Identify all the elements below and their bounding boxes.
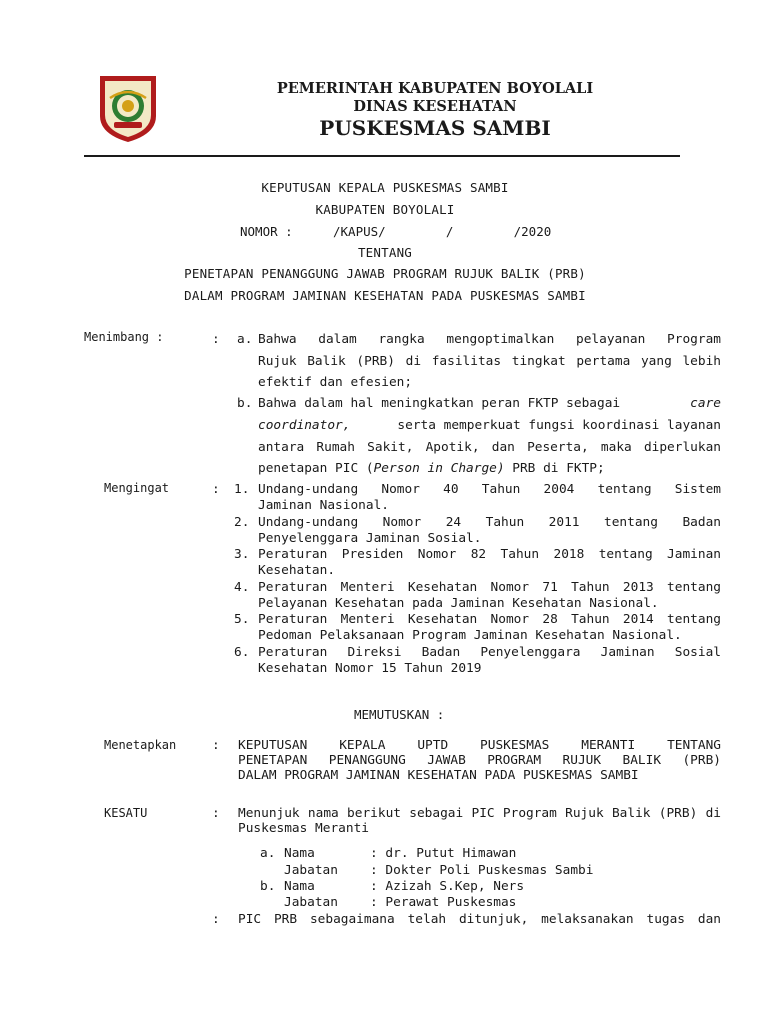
mengingat-5-number: 5.	[234, 612, 250, 627]
mengingat-3-line2: Kesehatan.	[258, 563, 336, 578]
menimbang-a-line3: efektif dan efesien;	[258, 375, 413, 390]
menetapkan-label: Menetapkan	[104, 738, 177, 752]
header-line3: PUSKESMAS SAMBI	[319, 116, 551, 140]
person-a-jabatan-value: : Dokter Poli Puskesmas Sambi	[370, 863, 594, 878]
menimbang-b-line4-italic: Person in Charge)	[373, 461, 505, 476]
person-a-jabatan-label: Jabatan	[284, 863, 338, 878]
mengingat-1-line2: Jaminan Nasional.	[258, 498, 389, 513]
menimbang-b-line1	[258, 396, 721, 412]
menimbang-b-line4-pre: penetapan PIC (	[258, 461, 374, 476]
menimbang-a-line1: Bahwa dalam rangka mengoptimalkan pelayanan Program	[258, 332, 721, 347]
mengingat-6-line2: Kesehatan Nomor 15 Tahun 2019	[258, 661, 482, 676]
menimbang-label: Menimbang :	[84, 330, 164, 344]
menimbang-b-line3: antara Rumah Sakit, Apotik, dan Peserta, maka diperlukan	[258, 440, 721, 455]
mengingat-5-line2: Pedoman Pelaksanaan Program Jaminan Kesehatan Nasional.	[258, 628, 682, 643]
menimbang-a-line2: Rujuk Balik (PRB) di fasilitas tingkat pertama yang lebih	[258, 354, 721, 369]
menimbang-b-line4-post: PRB di FKTP;	[504, 461, 605, 476]
kesatu-line2: Puskesmas Meranti	[238, 821, 369, 836]
person-b-nama-value: : Azizah S.Kep, Ners	[370, 879, 525, 894]
mengingat-4-line2: Pelayanan Kesehatan pada Jaminan Kesehatan Nasional.	[258, 596, 659, 611]
header-line2: DINAS KESEHATAN	[353, 98, 517, 115]
person-b-jabatan-value: : Perawat Puskesmas	[370, 895, 517, 910]
mengingat-6-line1: Peraturan Direksi Badan Penyelenggara Jaminan Sosial	[258, 645, 721, 660]
title-line2: KABUPATEN BOYOLALI	[315, 202, 455, 217]
logo	[96, 72, 160, 144]
person-a-marker: a.	[260, 846, 276, 861]
menimbang-b-line2-italic: coordinator,	[258, 418, 351, 433]
mengingat-label: Mengingat	[104, 481, 170, 495]
mengingat-4-line1: Peraturan Menteri Kesehatan Nomor 71 Tahun 2013 tentang	[258, 580, 721, 595]
mengingat-2-line1: Undang-undang Nomor 24 Tahun 2011 tentang Badan	[258, 515, 721, 530]
mengingat-1-line1: Undang-undang Nomor 40 Tahun 2004 tentang Sistem	[258, 482, 721, 497]
menimbang-b-line4	[258, 461, 605, 477]
header-divider	[84, 155, 680, 157]
kesatu-line1: Menunjuk nama berikut sebagai PIC Program Rujuk Balik (PRB) di	[238, 806, 721, 821]
mengingat-2-number: 2.	[234, 515, 250, 530]
mengingat-2-line2: Penyelenggara Jaminan Sosial.	[258, 531, 482, 546]
menimbang-b-line1-italic: care	[690, 396, 721, 411]
nomor-label: NOMOR :	[240, 224, 293, 239]
nomor-value: /KAPUS/ / /2020	[333, 224, 552, 239]
mengingat-6-number: 6.	[234, 645, 250, 660]
menimbang-colon: :	[212, 332, 220, 347]
title-subject1: PENETAPAN PENANGGUNG JAWAB PROGRAM RUJUK BALIK (PRB)	[184, 266, 586, 281]
person-b-marker: b.	[260, 879, 276, 894]
person-b-nama-label: Nama	[284, 879, 315, 894]
mengingat-colon: :	[212, 482, 220, 497]
menimbang-b-line2-text: serta memperkuat fungsi koordinasi layanan	[397, 418, 721, 433]
memutuskan-heading: MEMUTUSKAN :	[354, 707, 445, 722]
menimbang-b-line1-text: Bahwa dalam hal meningkatkan peran FKTP sebagai	[258, 396, 621, 411]
title-subject2: DALAM PROGRAM JAMINAN KESEHATAN PADA PUSKESMAS SAMBI	[184, 288, 586, 303]
mengingat-5-line1: Peraturan Menteri Kesehatan Nomor 28 Tahun 2014 tentang	[258, 612, 721, 627]
menimbang-a-marker: a.	[237, 332, 253, 347]
menetapkan-line3: DALAM PROGRAM JAMINAN KESEHATAN PADA PUSKESMAS SAMBI	[238, 768, 639, 783]
kesatu-colon: :	[212, 806, 220, 821]
menetapkan-line1: KEPUTUSAN KEPALA UPTD PUSKESMAS MERANTI TENTANG	[238, 738, 721, 753]
menetapkan-colon: :	[212, 738, 220, 753]
mengingat-4-number: 4.	[234, 580, 250, 595]
mengingat-3-number: 3.	[234, 547, 250, 562]
person-a-nama-label: Nama	[284, 846, 315, 861]
mengingat-1-number: 1.	[234, 482, 250, 497]
title-line1: KEPUTUSAN KEPALA PUSKESMAS SAMBI	[261, 180, 509, 195]
menetapkan-line2: PENETAPAN PENANGGUNG JAWAB PROGRAM RUJUK BALIK (PRB)	[238, 753, 721, 768]
kesatu-label: KESATU	[104, 806, 148, 820]
person-b-jabatan-label: Jabatan	[284, 895, 338, 910]
header-line1: PEMERINTAH KABUPATEN BOYOLALI	[276, 80, 594, 97]
kedua-colon: :	[212, 912, 220, 927]
boyolali-emblem-icon	[96, 72, 160, 144]
person-a-nama-value: : dr. Putut Himawan	[370, 846, 517, 861]
menimbang-b-line2	[258, 418, 721, 434]
kedua-line1: PIC PRB sebagaimana telah ditunjuk, melaksanakan tugas dan	[238, 912, 721, 927]
title-tentang: TENTANG	[357, 245, 413, 260]
mengingat-3-line1: Peraturan Presiden Nomor 82 Tahun 2018 tentang Jaminan	[258, 547, 721, 562]
menimbang-b-marker: b.	[237, 396, 253, 411]
